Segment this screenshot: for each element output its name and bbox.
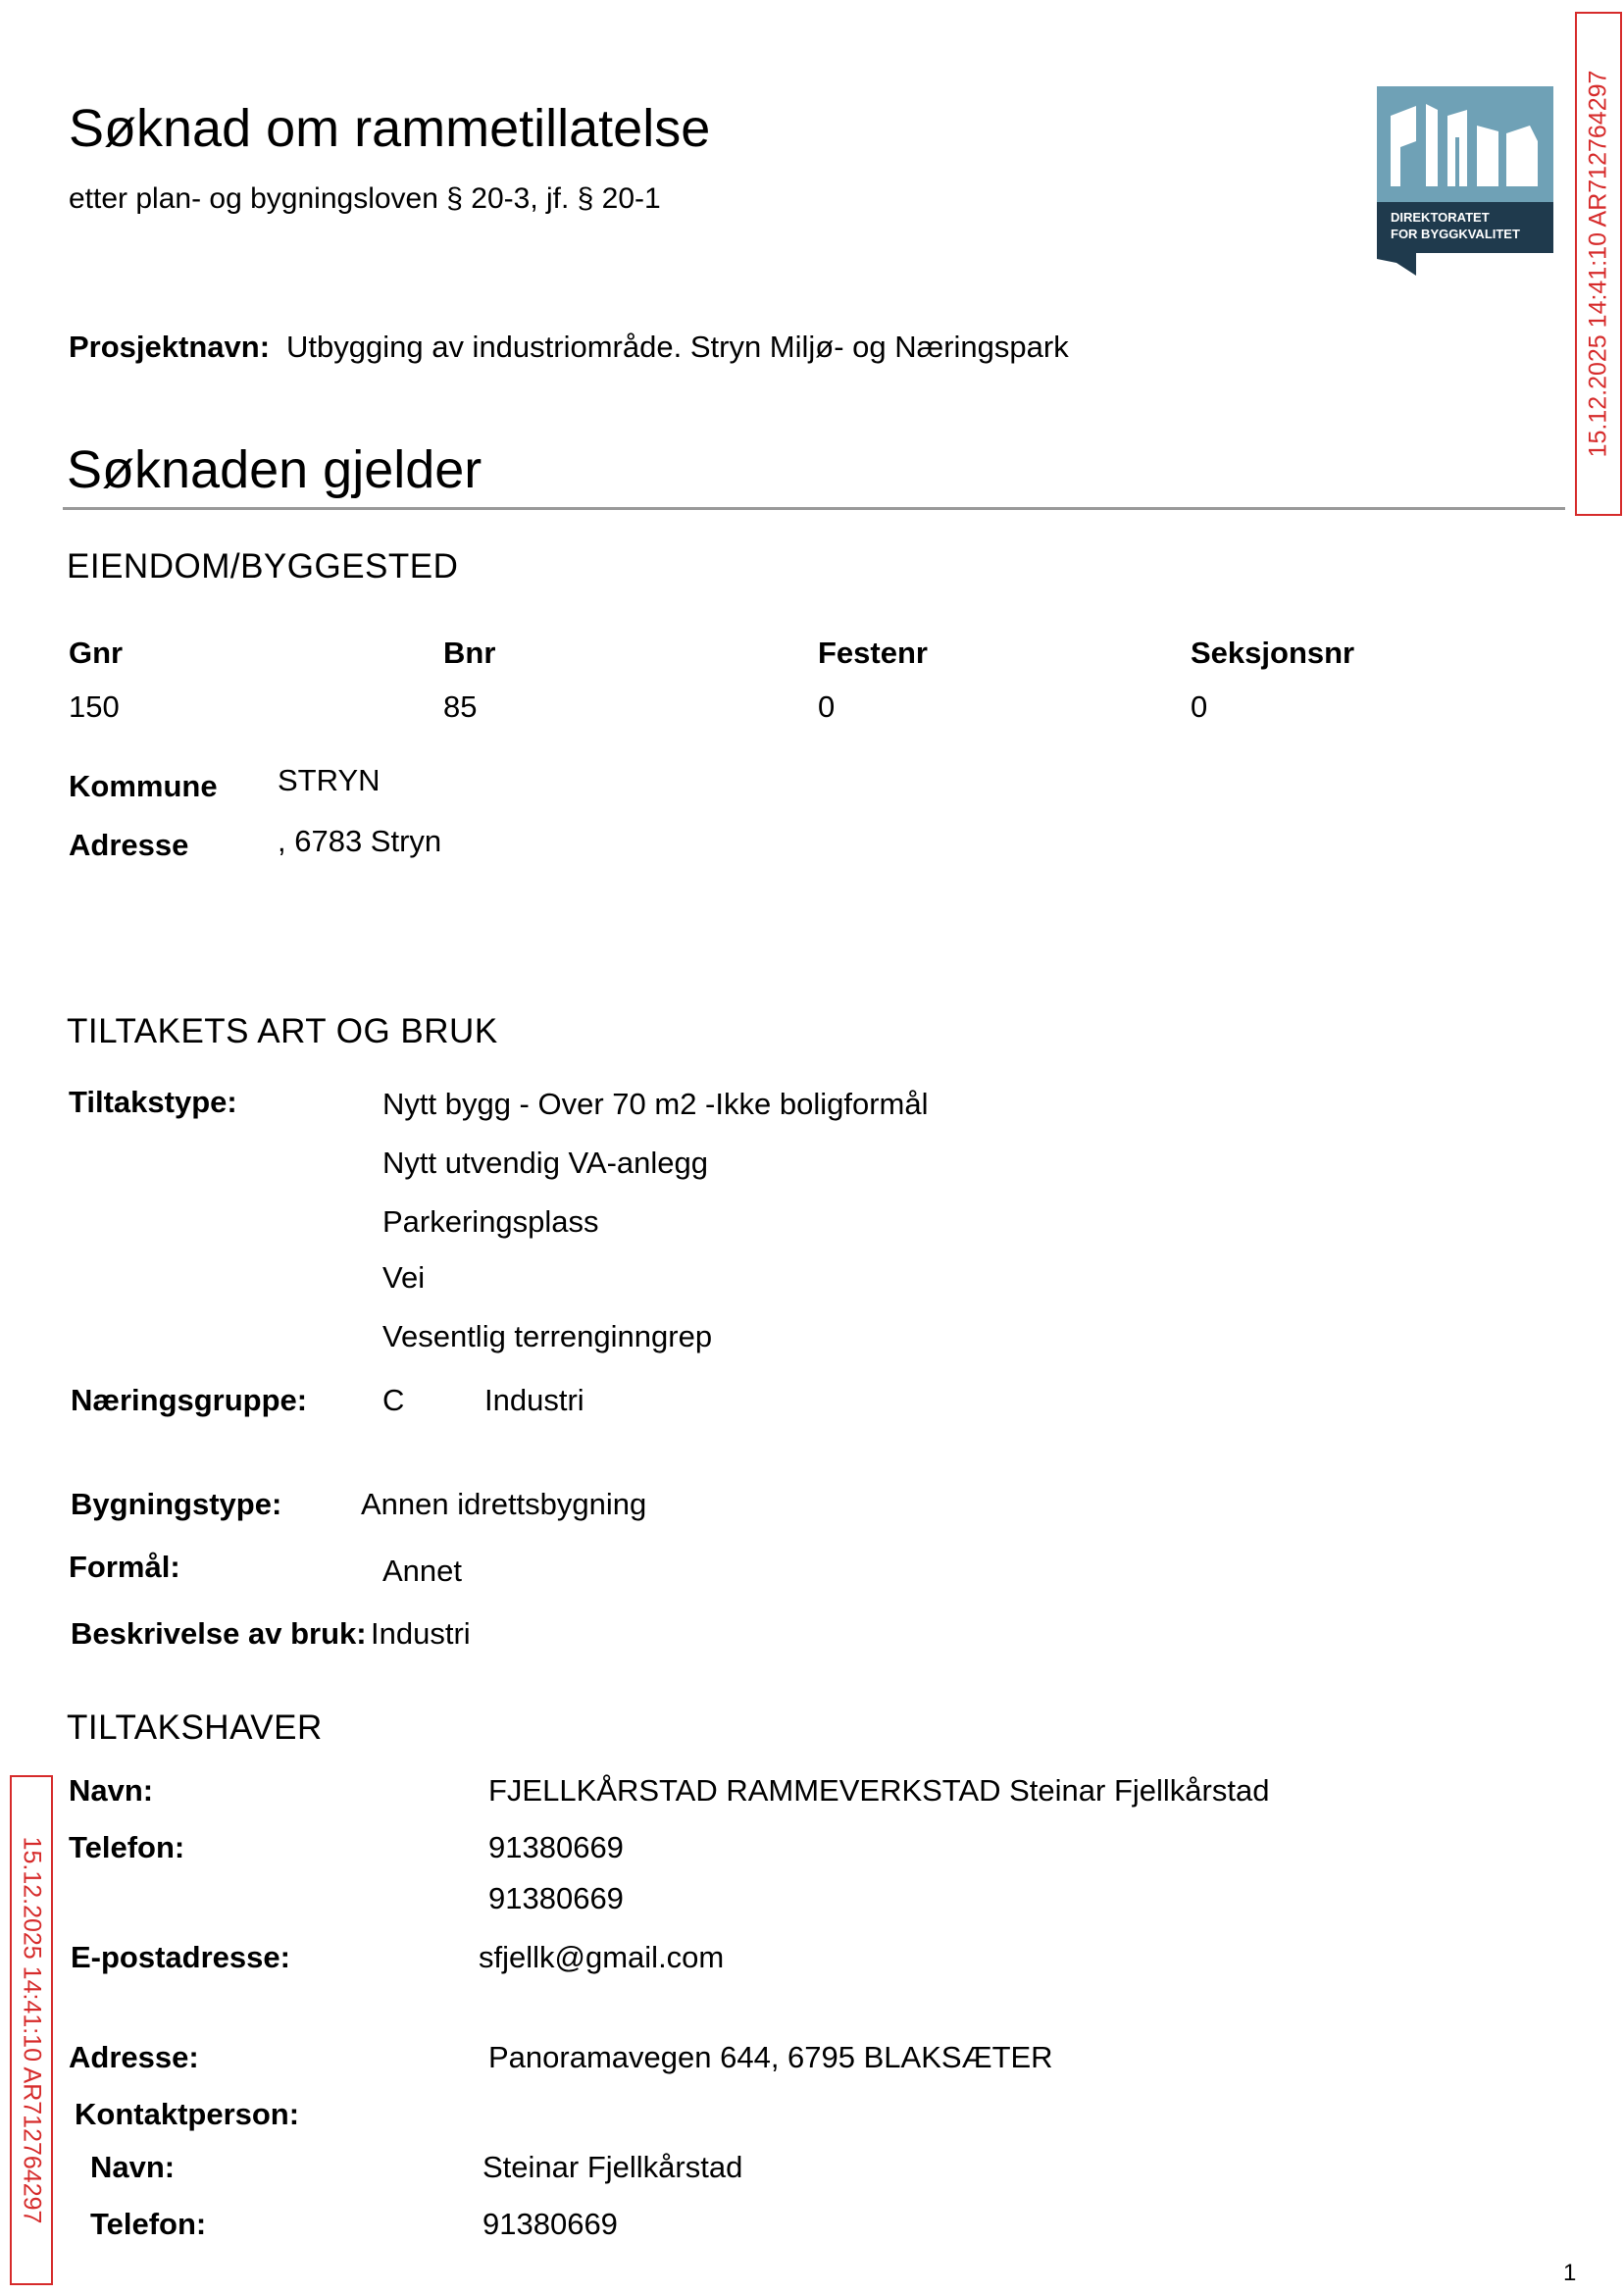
kommune-label: Kommune	[69, 769, 218, 803]
kontaktperson-label: Kontaktperson:	[75, 2097, 300, 2131]
tiltakshaver-telefon-label: Telefon:	[69, 1830, 185, 1864]
section-title: Søknaden gjelder	[67, 440, 482, 499]
timestamp-stamp-top	[1575, 12, 1622, 516]
project-value: Utbygging av industriområde. Stryn Miljø- og Næringspark	[286, 330, 1069, 364]
tiltakshaver-heading: TILTAKSHAVER	[67, 1708, 323, 1747]
tiltakshaver-epost-value: sfjellk@gmail.com	[479, 1940, 725, 1974]
naeringsgruppe-value: Industri	[484, 1383, 584, 1417]
bygningstype-value: Annen idrettsbygning	[361, 1487, 647, 1521]
page-number: 1	[1563, 2260, 1577, 2286]
tiltakshaver-navn-label: Navn:	[69, 1773, 154, 1808]
tiltakshaver-adresse-value: Panoramavegen 644, 6795 BLAKSÆTER	[488, 2040, 1053, 2074]
tiltakshaver-navn-value: FJELLKÅRSTAD RAMMEVERKSTAD Steinar Fjellkårstad	[488, 1773, 1270, 1808]
adresse-value: , 6783 Stryn	[278, 824, 442, 858]
bnr-value: 85	[443, 689, 478, 724]
kontakt-navn-label: Navn:	[90, 2150, 176, 2184]
kontakt-telefon-value: 91380669	[482, 2207, 618, 2241]
beskrivelse-label: Beskrivelse av bruk:	[71, 1616, 367, 1651]
formal-label: Formål:	[69, 1550, 180, 1584]
bygningstype-label: Bygningstype:	[71, 1487, 282, 1521]
tiltakstype-item: Nytt utvendig VA-anlegg	[382, 1146, 709, 1180]
tiltakstype-item: Vesentlig terrenginngrep	[382, 1319, 713, 1353]
document-subtitle: etter plan- og bygningsloven § 20-3, jf. § 20-1	[69, 182, 661, 215]
tiltakshaver-epost-label: E-postadresse:	[71, 1940, 290, 1974]
tiltakshaver-telefon-value: 91380669	[488, 1830, 624, 1864]
festenr-label: Festenr	[818, 636, 928, 670]
tiltakstype-item: Nytt bygg - Over 70 m2 -Ikke boligformål	[382, 1087, 929, 1121]
kontakt-navn-value: Steinar Fjellkårstad	[482, 2150, 743, 2184]
property-heading: EIENDOM/BYGGESTED	[67, 547, 459, 586]
kontakt-telefon-label: Telefon:	[90, 2207, 207, 2241]
project-label: Prosjektnavn:	[69, 330, 271, 364]
adresse-label: Adresse	[69, 828, 189, 862]
tiltakshaver-adresse-label: Adresse:	[69, 2040, 199, 2074]
tiltakstype-item: Parkeringsplass	[382, 1204, 599, 1239]
timestamp-stamp-left	[10, 1775, 53, 2285]
kommune-value: STRYN	[278, 763, 381, 797]
tiltakshaver-telefon-value: 91380669	[488, 1881, 624, 1915]
tiltak-heading: TILTAKETS ART OG BRUK	[67, 1012, 498, 1050]
dibk-logo	[1377, 86, 1553, 276]
logo-text-line1: DIREKTORATET	[1391, 210, 1490, 225]
seksjonsnr-value: 0	[1191, 689, 1208, 724]
tiltakstype-label: Tiltakstype:	[69, 1085, 237, 1119]
document-title: Søknad om rammetillatelse	[69, 99, 711, 158]
festenr-value: 0	[818, 689, 836, 724]
tiltakstype-item: Vei	[382, 1260, 426, 1295]
seksjonsnr-label: Seksjonsnr	[1191, 636, 1355, 670]
naeringsgruppe-label: Næringsgruppe:	[71, 1383, 308, 1417]
stamp-top-text: 15.12.2025 14:41:10 AR712764297	[1584, 70, 1612, 458]
beskrivelse-value: Industri	[371, 1616, 471, 1651]
logo-text-line2: FOR BYGGKVALITET	[1391, 227, 1520, 241]
naeringsgruppe-code: C	[382, 1383, 405, 1417]
formal-value: Annet	[382, 1554, 463, 1588]
stamp-left-text: 15.12.2025 14:41:10 AR712764297	[18, 1836, 46, 2224]
bnr-label: Bnr	[443, 636, 496, 670]
gnr-label: Gnr	[69, 636, 124, 670]
gnr-value: 150	[69, 689, 120, 724]
section-divider	[63, 507, 1565, 510]
